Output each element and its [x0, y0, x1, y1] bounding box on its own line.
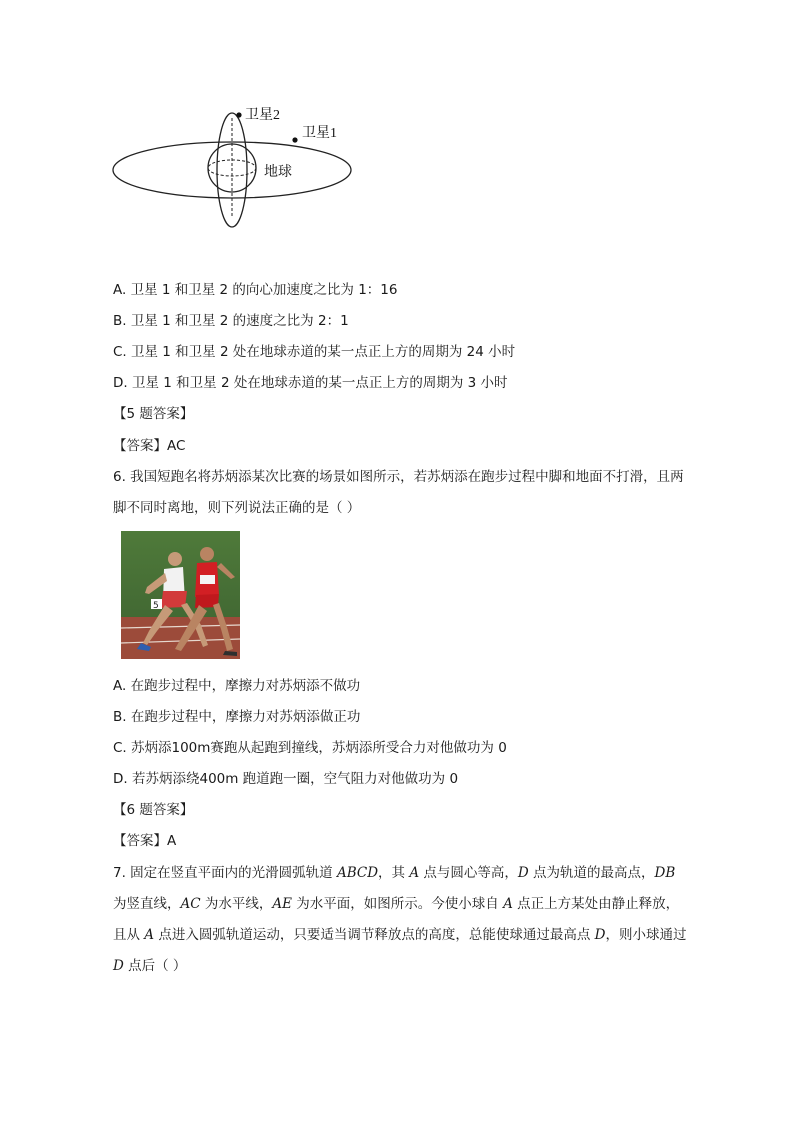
q7-math-abcd: ABCD: [336, 865, 379, 881]
q7-stem-line4: [113, 956, 186, 976]
q7-math-a: A: [144, 927, 155, 943]
q5-option-d: D. 卫星 1 和卫星 2 处在地球赤道的某一点正上方的周期为 3 小时: [113, 375, 508, 391]
sprinters-photo: [121, 531, 240, 659]
q7-math-d: D: [517, 865, 529, 881]
earth-label: 地球: [264, 165, 292, 180]
q7-text: 点进入圆弧轨道运动，只要适当调节释放点的高度，总能使球通过最高点: [154, 927, 595, 943]
q7-text: 且从: [113, 927, 145, 943]
q7-math-d: D: [594, 927, 606, 943]
runner-bib-number: 5: [153, 601, 159, 611]
q7-text: 点为轨道的最高点，: [528, 865, 655, 881]
q7-text: ，其: [378, 865, 410, 881]
q7-text: 点与圆心等高，: [419, 865, 518, 881]
satellite2-dot: [236, 112, 241, 117]
q5-answer-heading: 【5 题答案】: [113, 406, 194, 422]
q7-math-ae: AE: [272, 896, 292, 912]
q7-text: 为水平线，: [200, 896, 273, 912]
q7-text: 为水平面，如图所示。今使小球自: [292, 896, 504, 912]
satellite2-label: 卫星2: [245, 108, 280, 123]
q6-answer: 【答案】A: [113, 833, 177, 849]
q7-text: 7. 固定在竖直平面内的光滑圆弧轨道: [113, 865, 337, 881]
q7-math-a: A: [503, 896, 513, 912]
q7-math-db: DB: [654, 865, 676, 881]
q7-math-ac: AC: [180, 896, 201, 912]
q6-stem-line1: 6. 我国短跑名将苏炳添某次比赛的场景如图所示，若苏炳添在跑步过程中脚和地面不打滑，且两: [113, 469, 684, 485]
q6-option-b: B. 在跑步过程中，摩擦力对苏炳添做正功: [113, 709, 361, 725]
q6-option-c: C. 苏炳添100m赛跑从起跑到撞线，苏炳添所受合力对他做功为 0: [113, 740, 507, 756]
q7-math-a: A: [409, 865, 420, 881]
satellite1-dot: [292, 137, 297, 142]
q7-text: 点后（ ）: [123, 958, 187, 974]
q7-math-d: D: [113, 958, 124, 974]
q7-stem-line1: [113, 863, 675, 883]
q5-option-a: A. 卫星 1 和卫星 2 的向心加速度之比为 1：16: [113, 282, 398, 298]
q5-option-c: C. 卫星 1 和卫星 2 处在地球赤道的某一点正上方的周期为 24 小时: [113, 344, 516, 360]
satellite1-label: 卫星1: [302, 126, 337, 141]
q5-answer: 【答案】AC: [113, 438, 186, 454]
q6-answer-heading: 【6 题答案】: [113, 802, 194, 818]
q7-text: 点正上方某处由静止释放，: [512, 896, 680, 912]
q6-option-d: D. 若苏炳添绕400m 跑道跑一圈，空气阻力对他做功为 0: [113, 771, 459, 787]
q7-stem-line2: [113, 894, 679, 914]
q6-stem-line2: 脚不同时离地，则下列说法正确的是（ ）: [113, 500, 361, 516]
q7-text: ，则小球通过: [605, 927, 687, 943]
q7-stem-line3: [113, 925, 686, 945]
q5-option-b: B. 卫星 1 和卫星 2 的速度之比为 2：1: [113, 313, 349, 329]
q6-option-a: A. 在跑步过程中，摩擦力对苏炳添不做功: [113, 678, 361, 694]
q7-text: 为竖直线，: [113, 896, 181, 912]
orbit-diagram: [108, 98, 360, 238]
